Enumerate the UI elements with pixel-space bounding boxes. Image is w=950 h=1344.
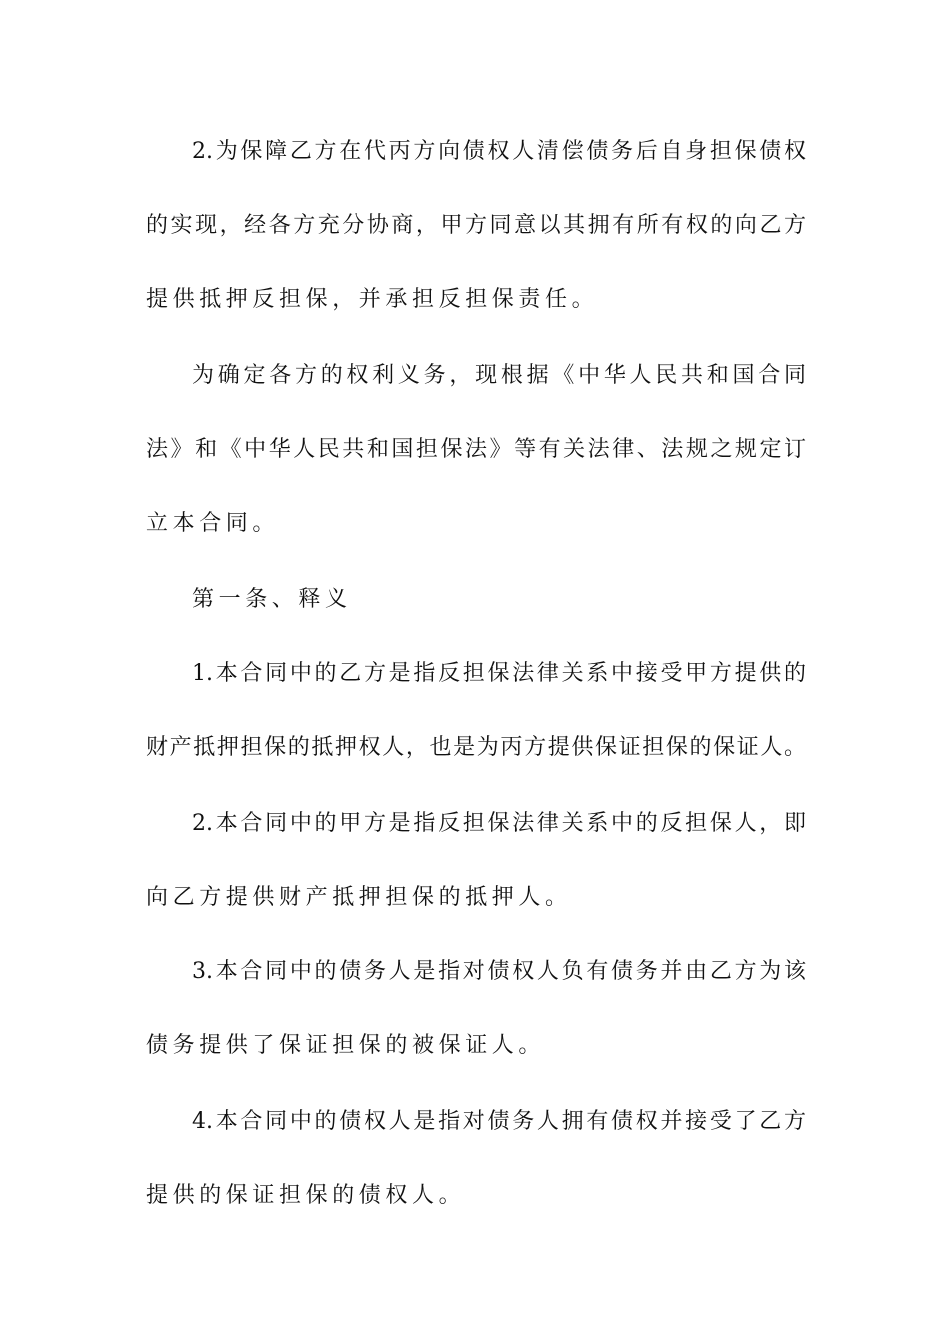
section-heading: 第一条、释义 <box>192 587 352 612</box>
paragraph-line: 1.本合同中的乙方是指反担保法律关系中接受甲方提供的 <box>192 661 806 686</box>
paragraph-line: 2.为保障乙方在代丙方向债权人清偿债务后自身担保债权 <box>192 139 806 164</box>
paragraph-line: 财产抵押担保的抵押权人，也是为丙方提供保证担保的保证人。 <box>146 735 806 760</box>
paragraph-line: 的实现，经各方充分协商，甲方同意以其拥有所有权的向乙方 <box>146 213 806 238</box>
paragraph-line: 为确定各方的权利义务，现根据《中华人民共和国合同 <box>192 363 806 388</box>
paragraph-line: 债务提供了保证担保的被保证人。 <box>146 1033 546 1058</box>
paragraph-line: 立本合同。 <box>146 511 280 536</box>
paragraph-line: 3.本合同中的债务人是指对债权人负有债务并由乙方为该 <box>192 959 806 984</box>
paragraph-line: 提供的保证担保的债权人。 <box>146 1183 466 1208</box>
paragraph-line: 向乙方提供财产抵押担保的抵押人。 <box>146 885 572 910</box>
paragraph-line: 法》和《中华人民共和国担保法》等有关法律、法规之规定订 <box>146 437 806 462</box>
paragraph-line: 提供抵押反担保，并承担反担保责任。 <box>146 287 599 312</box>
paragraph-line: 4.本合同中的债权人是指对债务人拥有债权并接受了乙方 <box>192 1109 806 1134</box>
paragraph-line: 2.本合同中的甲方是指反担保法律关系中的反担保人，即 <box>192 811 806 836</box>
